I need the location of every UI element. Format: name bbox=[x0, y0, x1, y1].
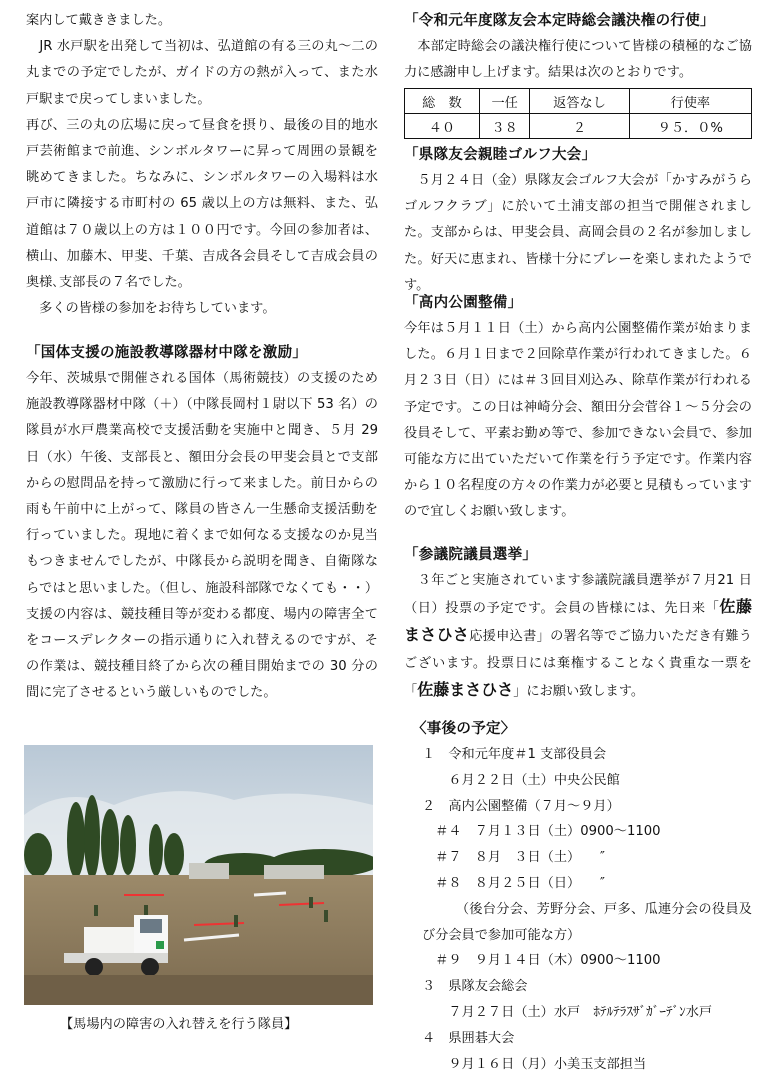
election-article bbox=[404, 542, 752, 705]
schedule-item: ４ 県囲碁大会 bbox=[422, 1030, 515, 1046]
table-cell: ９５．０% bbox=[629, 114, 751, 139]
candidate-name: 佐藤まさひさ bbox=[417, 679, 514, 699]
vote-article bbox=[404, 8, 752, 139]
election-text: 応援申込書」の署名等でご協力いただき有難うございます。投票日には棄権することなく貴重な一票を「 bbox=[404, 629, 752, 699]
schedule-item: ＃７ ８月 ３日（土） ″ bbox=[422, 850, 605, 866]
section-heading: 「県隊友会親睦ゴルフ大会」 bbox=[404, 147, 597, 163]
photo-caption: 【馬場内の障害の入れ替えを行う隊員】 bbox=[60, 1017, 298, 1032]
table-header-cell: 行使率 bbox=[629, 89, 751, 114]
table-cell: ４０ bbox=[405, 114, 480, 139]
schedule-item: ３ 県隊友会総会 bbox=[422, 979, 528, 995]
schedule-heading: 〈事後の予定〉 bbox=[412, 721, 516, 737]
park-article bbox=[404, 290, 752, 526]
intro-paragraph: 案内して戴ききました。 bbox=[26, 13, 172, 28]
schedule-item: ＃８ ８月２５日（日） ″ bbox=[422, 875, 605, 891]
table-header-cell: 返答なし bbox=[530, 89, 629, 114]
schedule-item: ＃４ ７月１３日（土）0900〜1100 bbox=[422, 824, 661, 840]
vote-body: 本部定時総会の議決権行使について皆様の積極的なご協力に感謝申し上げます。結果は次のとおりです。 bbox=[404, 39, 752, 81]
schedule-item: ＃９ ９月１４日（木）0900〜1100 bbox=[422, 953, 661, 969]
section-heading: 「令和元年度隊友会本定時総会議決権の行使」 bbox=[404, 13, 715, 29]
table-header-row bbox=[405, 89, 752, 114]
section-heading: 「国体支援の施設教導隊器材中隊を激励」 bbox=[26, 345, 308, 361]
election-text: ３年ごと実施されています参議院議員選挙が７月21 日（日）投票の予定です。会員の皆様には、先日来「 bbox=[404, 573, 752, 617]
field-photo bbox=[24, 745, 373, 1005]
schedule-item: １ 令和元年度＃1 支部役員会 bbox=[422, 747, 607, 762]
photo-illustration bbox=[24, 745, 373, 1005]
section-heading: 「参議院議員選挙」 bbox=[404, 547, 538, 563]
schedule-section bbox=[412, 716, 752, 1077]
vote-table bbox=[404, 88, 752, 139]
table-cell: ３８ bbox=[479, 114, 530, 139]
table-cell: ２ bbox=[530, 114, 629, 139]
schedule-item: ６月２２日（土）中央公民館 bbox=[422, 772, 620, 788]
schedule-item: （後台分会、芳野分会、戸多、瓜連分会の役員及び分会員で参加可能な方） bbox=[422, 901, 752, 943]
table-row bbox=[405, 114, 752, 139]
support-body: 今年、茨城県で開催される国体（馬術競技）の支援のため施設教導隊器材中隊（＋）（中隊長岡村１尉以下 53 名）の隊員が水戸農業高校で支援活動を実施中と聞き、５月 29 日（水）午後、支部長と、額田分会長の甲斐会員とで支部からの慰問品を持って激励に行って来ました。前日からの雨も午前中に上がって、隊員の皆さん一生懸命支援活動を行っていました。現地に着くまで如何なる支援なのか見当もつきませんでしたが、中隊長から説明を聞き、自衛隊ならではと思いました。（但し、施設科部隊でなくても・・）支援の内容は、競技種目等が変わる都度、場内の障害全てをコースデレクターの指示通りに入れ替えるのですが、その作業は、競技種目終了から次の種目開始までの 30 分の間に完了させるという厳しいものでした。 bbox=[26, 371, 378, 701]
golf-article bbox=[404, 142, 752, 299]
section-heading: 「高内公園整備」 bbox=[404, 295, 523, 311]
election-body bbox=[404, 568, 752, 705]
schedule-list bbox=[412, 742, 752, 1077]
intro-paragraph: 多くの皆様の参加をお待ちしています。 bbox=[26, 301, 276, 317]
election-text: 」にお願い致します。 bbox=[513, 683, 645, 699]
schedule-item: ７月２７日（土）水戸 ﾎﾃﾙﾃﾗｽｻﾞｶﾞｰﾃﾞﾝ水戸 bbox=[422, 1004, 713, 1020]
intro-paragraph: JR 水戸駅を出発して当初は、弘道館の有る三の丸〜二の丸までの予定でしたが、ガイドの方の熱が入って、また水戸駅まで戻ってしまいました。 bbox=[26, 39, 378, 107]
intro-paragraph: 再び、三の丸の広場に戻って昼食を摂り、最後の目的地水戸芸術館まで前進、シンボルタワーに昇って周囲の景観を眺めてきました。ちなみに、シンボルタワーの入場料は水戸市に隣接する市町村の 65 歳以上の方は無料、また、弘道館は７０歳以上の方は１００円です。今回の参加者は、横山、加藤木、甲斐、千葉、吉成各会員そして吉成会員の奥様､支部長の７名でした。 bbox=[26, 117, 378, 291]
schedule-item: ２ 高内公園整備（７月〜９月） bbox=[422, 798, 620, 814]
table-header-cell: 一任 bbox=[479, 89, 530, 114]
table-header-cell: 総 数 bbox=[405, 89, 480, 114]
intro-article bbox=[26, 8, 378, 322]
schedule-item: ９月１６日（月）小美玉支部担当 bbox=[422, 1056, 647, 1072]
park-body: 今年は５月１１日（土）から高内公園整備作業が始まりました。６月１日まで２回除草作業が行われてきました。６月２３日（日）には＃３回目刈込み、除草作業が行われる予定です。この日は神崎分会、額田分会菅谷１〜５分会の役員そして、平素お勤め等で、参加できない会員で、参加可能な方に出ていただいて作業を行う予定です。作業内容から１０名程度の方々の作業力が必要と見積もっていますので宜しくお願い致します。 bbox=[404, 321, 752, 520]
candidate-name: 佐藤まさひさ bbox=[404, 597, 752, 645]
golf-body: ５月２４日（金）県隊友会ゴルフ大会が「かすみがうらゴルフクラブ」に於いて土浦支部の担当で開催されました。支部からは、甲斐会員、高岡会員の２名が参加しました。好天に恵まれ、皆様十分にプレーを楽しまれたようです。 bbox=[404, 173, 752, 293]
support-article bbox=[26, 340, 378, 707]
